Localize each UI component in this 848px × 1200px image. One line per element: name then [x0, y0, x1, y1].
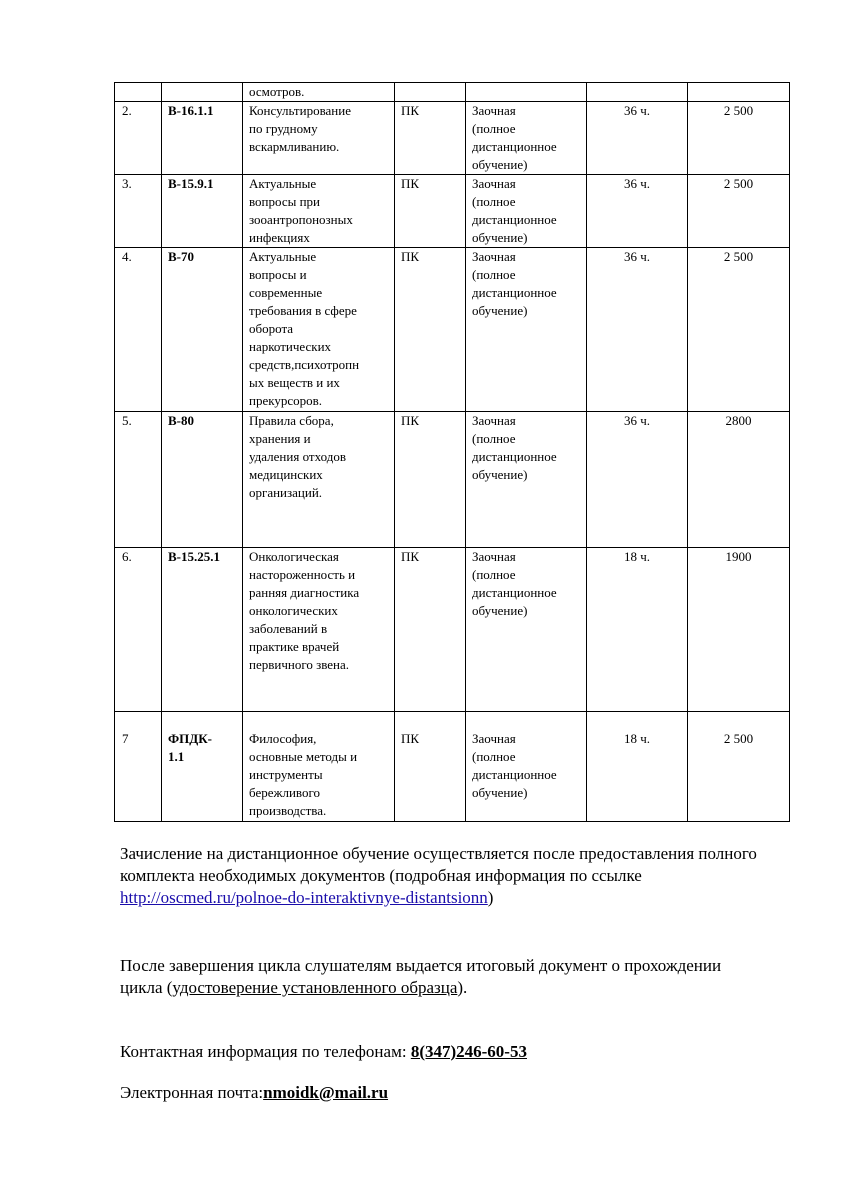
cell-num [115, 248, 162, 412]
cell-title [243, 248, 395, 412]
email-label: Электронная почта: [120, 1083, 264, 1102]
cell-code [162, 412, 243, 548]
cell-type [395, 102, 466, 175]
cell-num [115, 83, 162, 102]
cell-hours-text: 36 ч. [623, 176, 651, 191]
table-row [115, 83, 790, 102]
cell-title-text: Правила сбора, хранения и удаления отходов медицинских организаций. [249, 413, 346, 500]
cell-price-text: 2 500 [723, 103, 754, 118]
cell-code-text: В-15.25.1 [168, 549, 220, 564]
cell-code [162, 83, 243, 102]
cell-num [115, 175, 162, 248]
cell-title-text: осмотров. [249, 84, 305, 99]
cell-title [243, 712, 395, 822]
cell-title [243, 548, 395, 712]
cell-hours [587, 83, 688, 102]
cell-code-text: ФПДК- 1.1 [168, 731, 212, 764]
cell-price [688, 83, 790, 102]
cell-num-text: 5. [122, 413, 132, 428]
cell-code [162, 102, 243, 175]
cell-type-text: ПК [401, 549, 420, 564]
table-row [115, 102, 790, 175]
cell-price [688, 175, 790, 248]
cell-num-text: 7 [122, 731, 129, 746]
cell-type-text: ПК [401, 413, 420, 428]
cell-code [162, 175, 243, 248]
cell-type [395, 175, 466, 248]
certificate-text: удостоверение установленного образца [172, 978, 458, 997]
cell-price [688, 412, 790, 548]
cell-title-text: Онкологическая настороженность и ранняя диагностика онкологических заболеваний в практике врачей первичного звена. [249, 549, 360, 672]
cell-title [243, 83, 395, 102]
cell-code [162, 548, 243, 712]
cell-hours-text: 18 ч. [623, 549, 651, 564]
cell-price-text: 1900 [725, 549, 752, 564]
table-row [115, 548, 790, 712]
cell-form-text: Заочная (полное дистанционное обучение) [472, 549, 557, 618]
table-row [115, 248, 790, 412]
completion-tail: ). [457, 978, 468, 997]
cell-form [466, 248, 587, 412]
cell-form [466, 548, 587, 712]
cell-hours [587, 248, 688, 412]
cell-hours [587, 175, 688, 248]
cell-code-text: В-70 [168, 249, 194, 264]
cell-form [466, 412, 587, 548]
cell-hours [587, 548, 688, 712]
cell-title-text: Актуальные вопросы и современные требования в сфере оборота наркотических средств,психотропн ых веществ и их прекурсоров. [249, 249, 360, 408]
cell-price-text: 2 500 [723, 249, 754, 264]
cell-price-text: 2800 [725, 413, 752, 428]
cell-type [395, 548, 466, 712]
cell-type [395, 412, 466, 548]
cell-title-text: Консультирование по грудному вскармливанию. [249, 103, 351, 154]
table-row [115, 175, 790, 248]
cell-type [395, 712, 466, 822]
cell-price [688, 248, 790, 412]
cell-price [688, 712, 790, 822]
cell-hours-text: 36 ч. [623, 249, 651, 264]
cell-code-text: В-80 [168, 413, 194, 428]
cell-code-text: В-16.1.1 [168, 103, 214, 118]
cell-hours-text: 36 ч. [623, 103, 651, 118]
cell-hours [587, 412, 688, 548]
cell-code [162, 248, 243, 412]
cell-price-text: 2 500 [723, 731, 754, 746]
cell-form [466, 712, 587, 822]
email-address[interactable]: nmoidk@mail.ru [263, 1083, 389, 1102]
cell-title [243, 175, 395, 248]
completion-paragraph [120, 955, 760, 999]
cell-type-text: ПК [401, 731, 420, 746]
enrollment-paragraph [120, 843, 760, 909]
cell-hours-text: 36 ч. [623, 413, 651, 428]
cell-form-text: Заочная (полное дистанционное обучение) [472, 249, 557, 318]
cell-title-text: Философия, основные методы и инструменты бережливого производства. [249, 731, 358, 818]
cell-hours-text: 18 ч. [623, 731, 651, 746]
cell-price [688, 102, 790, 175]
phone-label: Контактная информация по телефонам: [120, 1042, 411, 1061]
cell-type-text: ПК [401, 249, 420, 264]
cell-form [466, 102, 587, 175]
cell-title [243, 412, 395, 548]
email-line [120, 1082, 760, 1104]
phone-number[interactable]: 8(347)246-60-53 [410, 1042, 527, 1061]
cell-type-text: ПК [401, 176, 420, 191]
cell-num-text: 2. [122, 103, 132, 118]
cell-num [115, 712, 162, 822]
cell-num-text: 4. [122, 249, 132, 264]
table-body [115, 83, 790, 822]
cell-num [115, 102, 162, 175]
cell-num [115, 548, 162, 712]
cell-form [466, 83, 587, 102]
completion-text: После завершения цикла слушателям выдается итоговый документ о прохождении цикла ( [120, 956, 722, 997]
cell-num [115, 412, 162, 548]
cell-form-text: Заочная (полное дистанционное обучение) [472, 103, 557, 172]
cell-code [162, 712, 243, 822]
cell-form-text: Заочная (полное дистанционное обучение) [472, 176, 557, 245]
cell-type [395, 248, 466, 412]
cell-form-text: Заочная (полное дистанционное обучение) [472, 413, 557, 482]
cell-form [466, 175, 587, 248]
cell-hours [587, 102, 688, 175]
table-row [115, 412, 790, 548]
cell-type-text: ПК [401, 103, 420, 118]
cell-price [688, 548, 790, 712]
cell-type [395, 83, 466, 102]
cell-num-text: 3. [122, 176, 132, 191]
cell-code-text: В-15.9.1 [168, 176, 214, 191]
phone-line [120, 1041, 760, 1063]
cell-price-text: 2 500 [723, 176, 754, 191]
enrollment-text: Зачисление на дистанционное обучение осуществляется после предоставления полного комплекта необходимых документов (подробная информация по ссылке [120, 844, 757, 885]
cell-form-text: Заочная (полное дистанционное обучение) [472, 731, 557, 800]
cell-num-text: 6. [122, 549, 132, 564]
cell-title-text: Актуальные вопросы при зооантропонозных инфекциях [249, 176, 353, 245]
courses-table [114, 82, 790, 822]
cell-hours [587, 712, 688, 822]
details-link[interactable]: http://oscmed.ru/polnoe-do-interaktivnye-distantsionn [120, 888, 488, 907]
cell-title [243, 102, 395, 175]
table-row [115, 712, 790, 822]
enrollment-tail: ) [487, 888, 494, 907]
